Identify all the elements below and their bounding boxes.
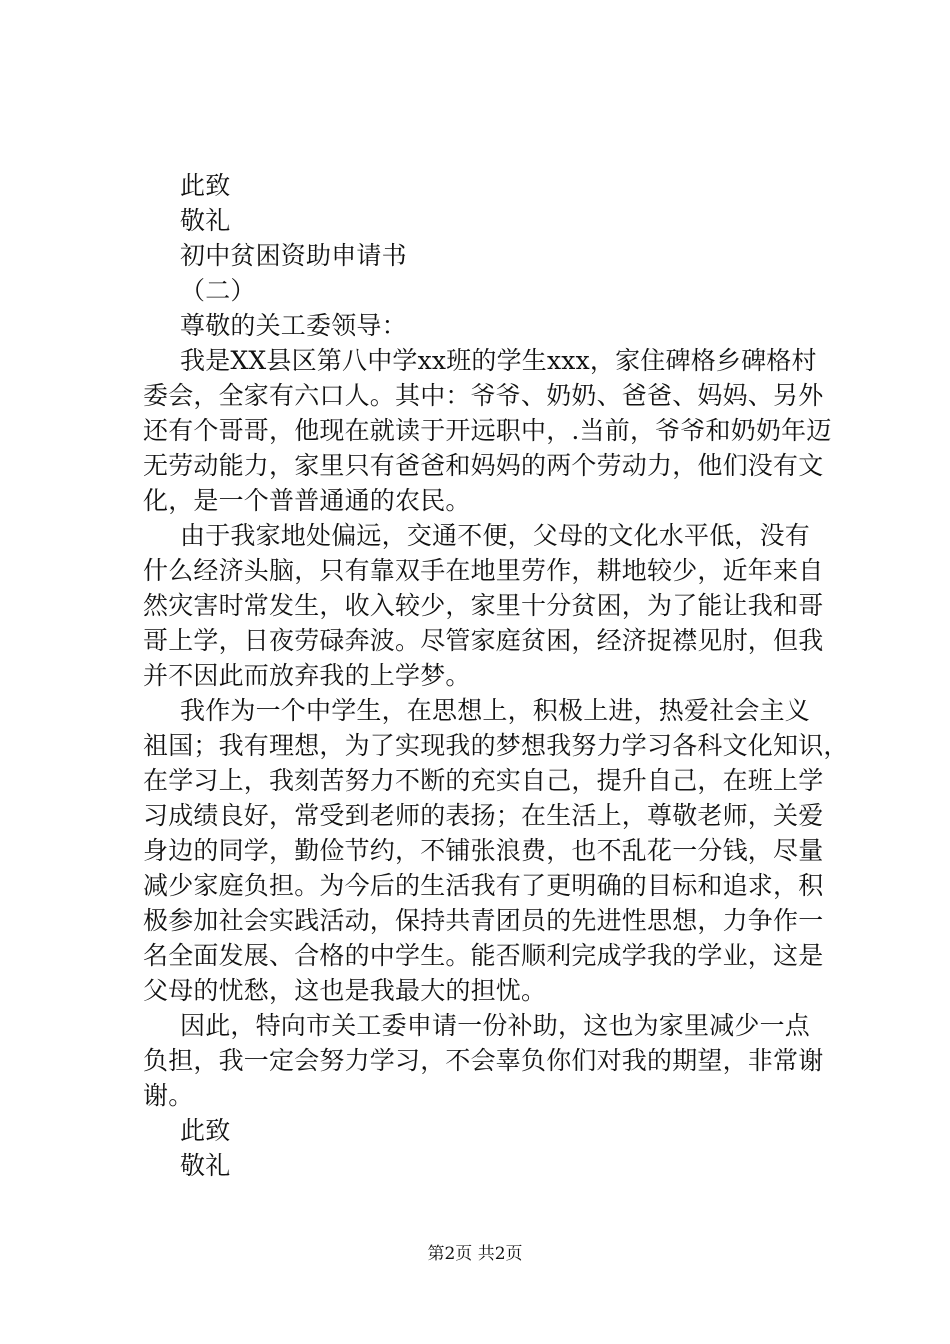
paragraph-line: 然灾害时常发生，收入较少，家里十分贫困，为了能让我和哥 [143,591,824,620]
paragraph-line: 我作为一个中学生，在思想上，积极上进，热爱社会主义 [180,696,811,725]
paragraph [143,693,849,1008]
paragraph-line: 减少家庭负担。为今后的生活我有了更明确的目标和追求，积 [143,871,824,900]
opening-line: 敬礼 [180,206,231,235]
paragraph-line: 由于我家地处偏远，交通不便，父母的文化水平低，没有 [180,521,811,550]
paragraph-line: 化，是一个普普通通的农民。 [143,486,471,515]
paragraph-line: 什么经济头脑，只有靠双手在地里劳作，耕地较少，近年来自 [143,556,824,585]
paragraph-line: 哥上学，日夜劳碌奔波。尽管家庭贫困，经济捉襟见肘，但我 [143,626,824,655]
paragraph-line: 我是XX县区第八中学xx班的学生xxx，家住碑格乡碑格村 [180,346,817,375]
paragraph-line: 无劳动能力，家里只有爸爸和妈妈的两个劳动力，他们没有文 [143,451,824,480]
paragraph-line: 并不因此而放弃我的上学梦。 [143,661,471,690]
paragraph [143,1008,843,1113]
paragraph-line: 因此，特向市关工委申请一份补助，这也为家里减少一点 [180,1011,811,1040]
paragraph-line: 祖国；我有理想，为了实现我的梦想我努力学习各科文化知识， [143,731,849,760]
page-footer: 第2页 共2页 [427,1244,523,1264]
paragraph-line: 父母的忧愁，这也是我最大的担忧。 [143,976,547,1005]
document-body [143,168,849,1183]
document-subtitle: （二） [180,276,256,305]
paragraph-line: 委会，全家有六口人。其中：爷爷、奶奶、爸爸、妈妈、另外 [143,381,824,410]
opening-line: 此致 [180,171,231,200]
paragraph-line: 身边的同学，勤俭节约，不铺张浪费，也不乱花一分钱，尽量 [143,836,824,865]
document-title: 初中贫困资助申请书 [180,241,407,270]
closing-line: 此致 [180,1116,231,1145]
paragraph [143,343,843,518]
salutation: 尊敬的关工委领导： [180,311,407,340]
paragraph-line: 名全面发展、合格的中学生。能否顺利完成学我的学业，这是 [143,941,824,970]
paragraph-line: 还有个哥哥，他现在就读于开远职中，.当前，爷爷和奶奶年迈 [143,416,832,445]
paragraph-line: 负担，我一定会努力学习，不会辜负你们对我的期望，非常谢 [143,1046,824,1075]
paragraph-line: 极参加社会实践活动，保持共青团员的先进性思想，力争作一 [143,906,824,935]
paragraph-line: 在学习上，我刻苦努力不断的充实自己，提升自己，在班上学 [143,766,824,795]
closing-line: 敬礼 [180,1151,231,1180]
paragraph-line: 习成绩良好，常受到老师的表扬；在生活上，尊敬老师，关爱 [143,801,824,830]
paragraph [143,518,843,693]
paragraph-line: 谢。 [143,1081,194,1110]
